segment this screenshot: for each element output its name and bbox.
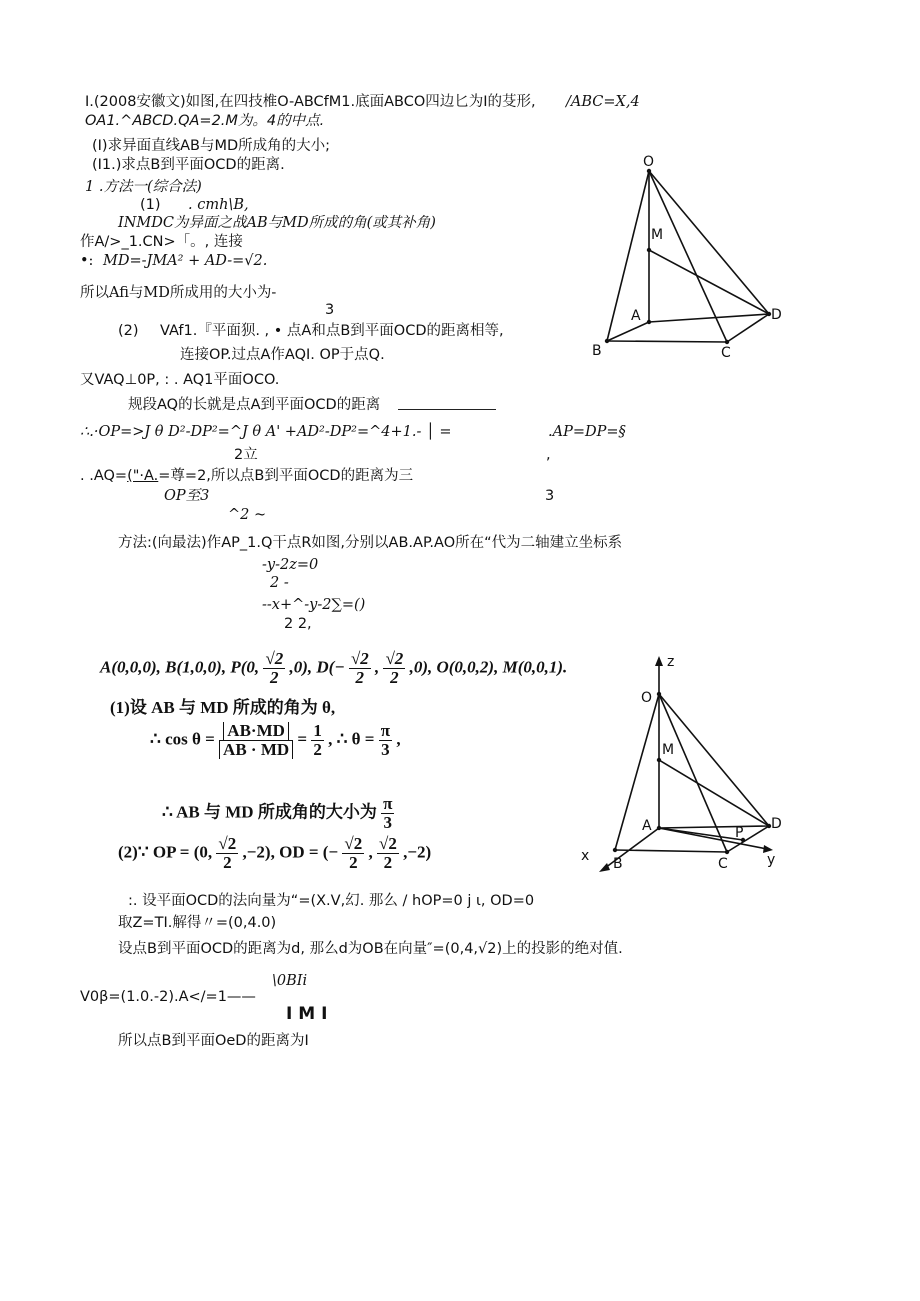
edge-BC <box>607 341 727 342</box>
method2-equation-1: -y-2z=0 <box>262 557 319 573</box>
step-9-conclusion: 所以点B到平面OeD的距离为I <box>118 1033 309 1049</box>
vertex-label-C: C <box>718 856 728 872</box>
edge-OB <box>615 694 659 850</box>
method1-part1-number: (1) <box>140 197 161 213</box>
question-2: (I1.)求点B到平面OCD的距离. <box>92 157 285 173</box>
answer-blank-line <box>398 409 496 410</box>
method1-part2-line2: 连接OP.过点A作AQI. OP于点Q. <box>180 347 385 363</box>
axis-label-z: z <box>667 654 675 670</box>
vertex-label-D: D <box>771 816 782 832</box>
method2-header: 方法:(向最法)作AP_1.Q干点R如图,分别以AB.AP.AO所在“代为二轴建立坐标系 <box>118 535 623 551</box>
method2-equation-2: --x+^-y-2∑=() <box>262 597 366 613</box>
edge-OD <box>659 694 769 826</box>
method1-part1-text: . cmh\B, <box>188 197 249 213</box>
edge-OB <box>607 171 649 341</box>
method1-part2-comma: , <box>546 447 551 463</box>
y-axis <box>659 828 767 849</box>
axis-label-y: y <box>767 852 776 868</box>
coordinate-pyramid-figure <box>575 650 790 880</box>
step-8-denominator: I M I <box>286 1004 328 1024</box>
step-3-angle-result: ∴ AB 与 MD 所成角的大小为 $\frac{\pi}{3}$ <box>162 794 393 832</box>
edge-AD <box>649 314 769 322</box>
method2-equation-2-sub: 2 2, <box>284 616 312 632</box>
vertex-label-D: D <box>771 307 782 323</box>
vertex-label-C: C <box>721 345 731 361</box>
vertex-label-A: A <box>642 818 652 834</box>
z-axis-arrow <box>655 656 663 666</box>
edge-CD <box>727 314 769 342</box>
pyramid-figure <box>585 145 795 367</box>
method1-part2-text: VAf1.『平面狈. , • 点A和点B到平面OCD的距离相等, <box>160 323 504 339</box>
segment-AP <box>659 828 743 840</box>
method1-part2-line6: . .AQ=("·A.=尊=2,所以点B到平面OCD的距离为三 <box>80 468 414 484</box>
method1-part1-line2: INMDC为异面之战AB与MD所成的角(或其补角) <box>118 215 436 231</box>
step-1-angle-definition: (1)设 AB 与 MD 所成的角为 θ, <box>110 698 336 717</box>
segment-MD <box>659 760 769 826</box>
vertex-label-A: A <box>631 308 641 324</box>
axis-label-x: x <box>581 848 590 864</box>
method1-part2-line7-right: 3 <box>545 488 555 504</box>
method1-part2-line4: 规段AQ的长就是点A到平面OCD的距离 <box>128 397 381 413</box>
step-5-normal-vector: :. 设平面OCD的法向量为“=(X.V,幻. 那么 / hOP=0 j ι, OD=0 <box>128 893 535 909</box>
method1-part2-line5: ∴.·OP=>J θ D²-DP²=^J θ A' +AD²-DP²=^4+1.- │ = <box>80 424 452 440</box>
step-7-projection: 设点B到平面OCD的距离为d, 那么d为OB在向量″=(0,4,√2)上的投影的绝对值. <box>118 941 623 957</box>
edge-AD <box>659 826 769 828</box>
method1-part2-line7: OP至3 <box>164 488 210 504</box>
method1-part1-line4-prefix: •: <box>80 253 94 269</box>
step-8-formula: V0β=(1.0.-2).A</=1—— <box>80 989 256 1005</box>
method1-part2-number: (2) <box>118 323 139 339</box>
x-axis-arrow <box>599 863 610 872</box>
edge-AB <box>607 322 649 341</box>
method1-part2-line3: 又VAQ⊥0P, : . AQ1平面OCO. <box>80 372 280 388</box>
method1-part2-line5-right: .AP=DP=§ <box>548 424 626 440</box>
problem-line-1-tail: /ABC=X,4 <box>566 94 640 110</box>
vertex-label-O: O <box>641 690 653 706</box>
vertex-label-O: O <box>643 154 655 170</box>
step-6-solution: 取Z=TI.解得〃=(0,4.0) <box>118 915 277 931</box>
step-4-vectors: (2)∵ OP = (0, $\frac{√2}{2}$ ,−2), OD = (− $\frac{√2}{2}$ , $\frac{√2}{2}$ ,−2) <box>118 834 432 872</box>
problem-line-2: OA1.^ABCD.QA=2.M为。4的中点. <box>85 113 325 129</box>
method1-part2-sub1: 2立 <box>234 447 258 463</box>
step-8-numerator: \0BIi <box>272 973 308 989</box>
method2-equation-1-sub: 2 - <box>270 575 289 591</box>
vertex-label-B: B <box>592 343 602 359</box>
method1-part1-line3: 作A/>_1.CN>「。, 连接 <box>80 234 243 250</box>
vertex-label-M: M <box>662 742 675 758</box>
vertex-label-M: M <box>651 227 664 243</box>
method1-part2-line8: ^2 ~ <box>228 507 267 523</box>
method1-part1-line4: MD=-JMA² + AD-=√2. <box>103 253 268 269</box>
method1-part1-conclusion: 所以Afi与MD所成用的大小为- <box>80 285 277 301</box>
method1-part1-denominator: 3 <box>325 302 335 318</box>
edge-OD <box>649 171 769 314</box>
vertex-label-B: B <box>613 856 623 872</box>
method1-header: 1 .方法一(综合法) <box>85 179 202 195</box>
edge-BC <box>615 850 727 852</box>
step-2-cosine: ∴ cos θ = $\frac{AB\cdot MD}{AB \cdot MD}$ = $\frac{1}{2}$ , ∴ θ = $\frac{\pi}{3}$ , <box>150 721 401 759</box>
question-1: (I)求异面直线AB与MD所成角的大小; <box>92 138 331 154</box>
point-label-P: P <box>735 825 744 841</box>
problem-line-1: I.(2008安徽文)如图,在四技椎O-ABCfM1.底面ABCO四边匕为I的芟形, <box>85 94 536 110</box>
coordinates-line: A(0,0,0), B(1,0,0), P(0, $\frac{√2}{2}$ ,0), D(− $\frac{√2}{2}$ , $\frac{√2}{2}$ ,0), O(0,0,2), M(0,0,1). <box>100 649 568 687</box>
